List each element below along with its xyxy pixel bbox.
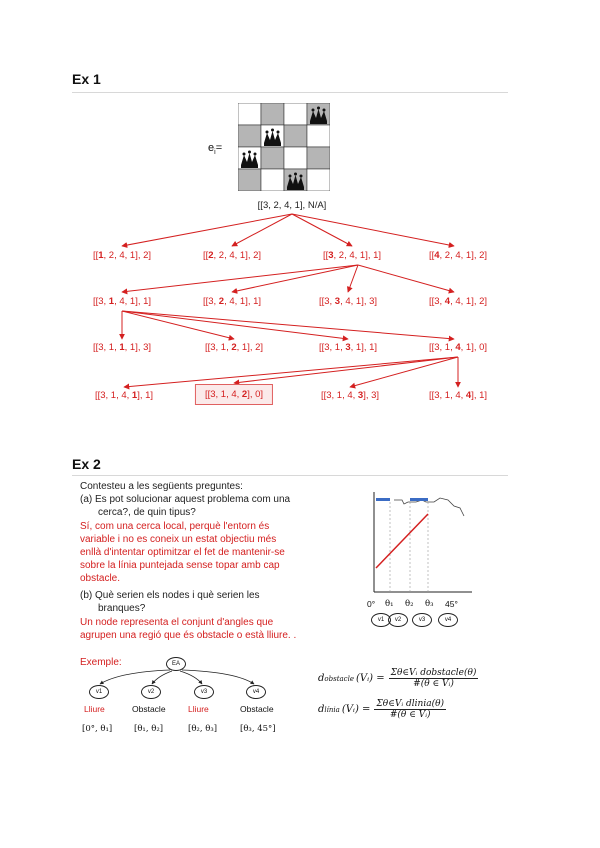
example-range-v3: [θ₂, θ₃] xyxy=(188,724,218,734)
example-node-v4: v4 xyxy=(246,685,266,699)
example-type-v3: Lliure xyxy=(188,704,209,714)
example-type-v2: Obstacle xyxy=(132,704,166,714)
tree-node-l3-1: [[3, 1, 1, 1], 3] xyxy=(92,342,152,353)
example-node-v1: v1 xyxy=(89,685,109,699)
example-root: EA xyxy=(166,657,186,671)
tree-node-l2-3: [[3, 3, 4, 1], 3] xyxy=(318,296,378,307)
example-type-v1: Lliure xyxy=(84,704,105,714)
ex1-heading: Ex 1 xyxy=(72,71,101,87)
ex2-heading: Ex 2 xyxy=(72,456,101,472)
tree-node-l1-4: [[4, 2, 4, 1], 2] xyxy=(428,250,488,261)
answer-a: Sí, com una cerca local, perquè l'entorn és variable i no es coneix un estat objectiu més enllà d'intentar optimitzar el fet de mantenir-se sobre la línia puntejada sense topar amb cap obstacle. xyxy=(80,521,285,584)
example-node-v2: v2 xyxy=(141,685,161,699)
ex2-intro: Contesteu a les següents preguntes: xyxy=(80,481,243,492)
tree-node-l3-4: [[3, 1, 4, 1], 0] xyxy=(428,342,488,353)
chart-node-v1: v1 xyxy=(371,613,391,627)
answer-b: Un node representa el conjunt d'angles que agrupen una regió que és obstacle o està lliure. . xyxy=(80,617,297,641)
tree-root: [[3, 2, 4, 1], N/A] xyxy=(257,200,327,211)
axis-label-45: 45° xyxy=(445,599,458,609)
tree-node-l2-2: [[3, 2, 4, 1], 1] xyxy=(202,296,262,307)
example-range-v2: [θ₁, θ₂] xyxy=(134,724,164,734)
chart-node-v3: v3 xyxy=(412,613,432,627)
example-node-v3: v3 xyxy=(194,685,214,699)
tree-node-solution: [[3, 1, 4, 2], 0] xyxy=(195,384,273,405)
axis-label-theta2: θ₂ xyxy=(405,599,414,609)
tree-node-l1-1: [[1, 2, 4, 1], 2] xyxy=(92,250,152,261)
chart-node-v4: v4 xyxy=(438,613,458,627)
tree-node-l3-2: [[3, 1, 2, 1], 2] xyxy=(204,342,264,353)
question-b: (b) Què serien els nodes i què serien les branques? xyxy=(80,590,260,614)
example-range-v1: [0°, θ₁] xyxy=(82,724,113,734)
axis-label-0: 0° xyxy=(367,599,376,609)
tree-node-l4-3: [[3, 1, 4, 3], 3] xyxy=(320,390,380,401)
example-label: Exemple: xyxy=(80,657,122,668)
state-label: $e_i=$ xyxy=(208,142,223,157)
tree-node-l2-4: [[3, 4, 4, 1], 2] xyxy=(428,296,488,307)
tree-node-l1-3: [[3, 2, 4, 1], 1] xyxy=(322,250,382,261)
formula-line: d línia (Vᵢ) = Σθ∈Vᵢ dlinia(θ) #(θ ∈ Vᵢ) xyxy=(318,699,445,720)
axis-label-theta1: θ₁ xyxy=(385,599,394,609)
chart-node-v2: v2 xyxy=(388,613,408,627)
example-type-v4: Obstacle xyxy=(240,704,274,714)
tree-node-l4-4: [[3, 1, 4, 4], 1] xyxy=(428,390,488,401)
formula-obstacle: d obstacle (Vᵢ) = Σθ∈Vᵢ dobstacle(θ) #(θ ∈ Vᵢ) xyxy=(318,668,477,689)
tree-node-l4-1: [[3, 1, 4, 1], 1] xyxy=(94,390,154,401)
tree-node-l3-3: [[3, 1, 3, 1], 1] xyxy=(318,342,378,353)
tree-node-l2-1: [[3, 1, 4, 1], 1] xyxy=(92,296,152,307)
axis-label-theta3: θ₃ xyxy=(425,599,434,609)
question-a: (a) Es pot solucionar aquest problema com una cerca?, de quin tipus? xyxy=(80,494,291,518)
example-range-v4: [θ₃, 45°] xyxy=(240,724,276,734)
tree-node-l1-2: [[2, 2, 4, 1], 2] xyxy=(202,250,262,261)
